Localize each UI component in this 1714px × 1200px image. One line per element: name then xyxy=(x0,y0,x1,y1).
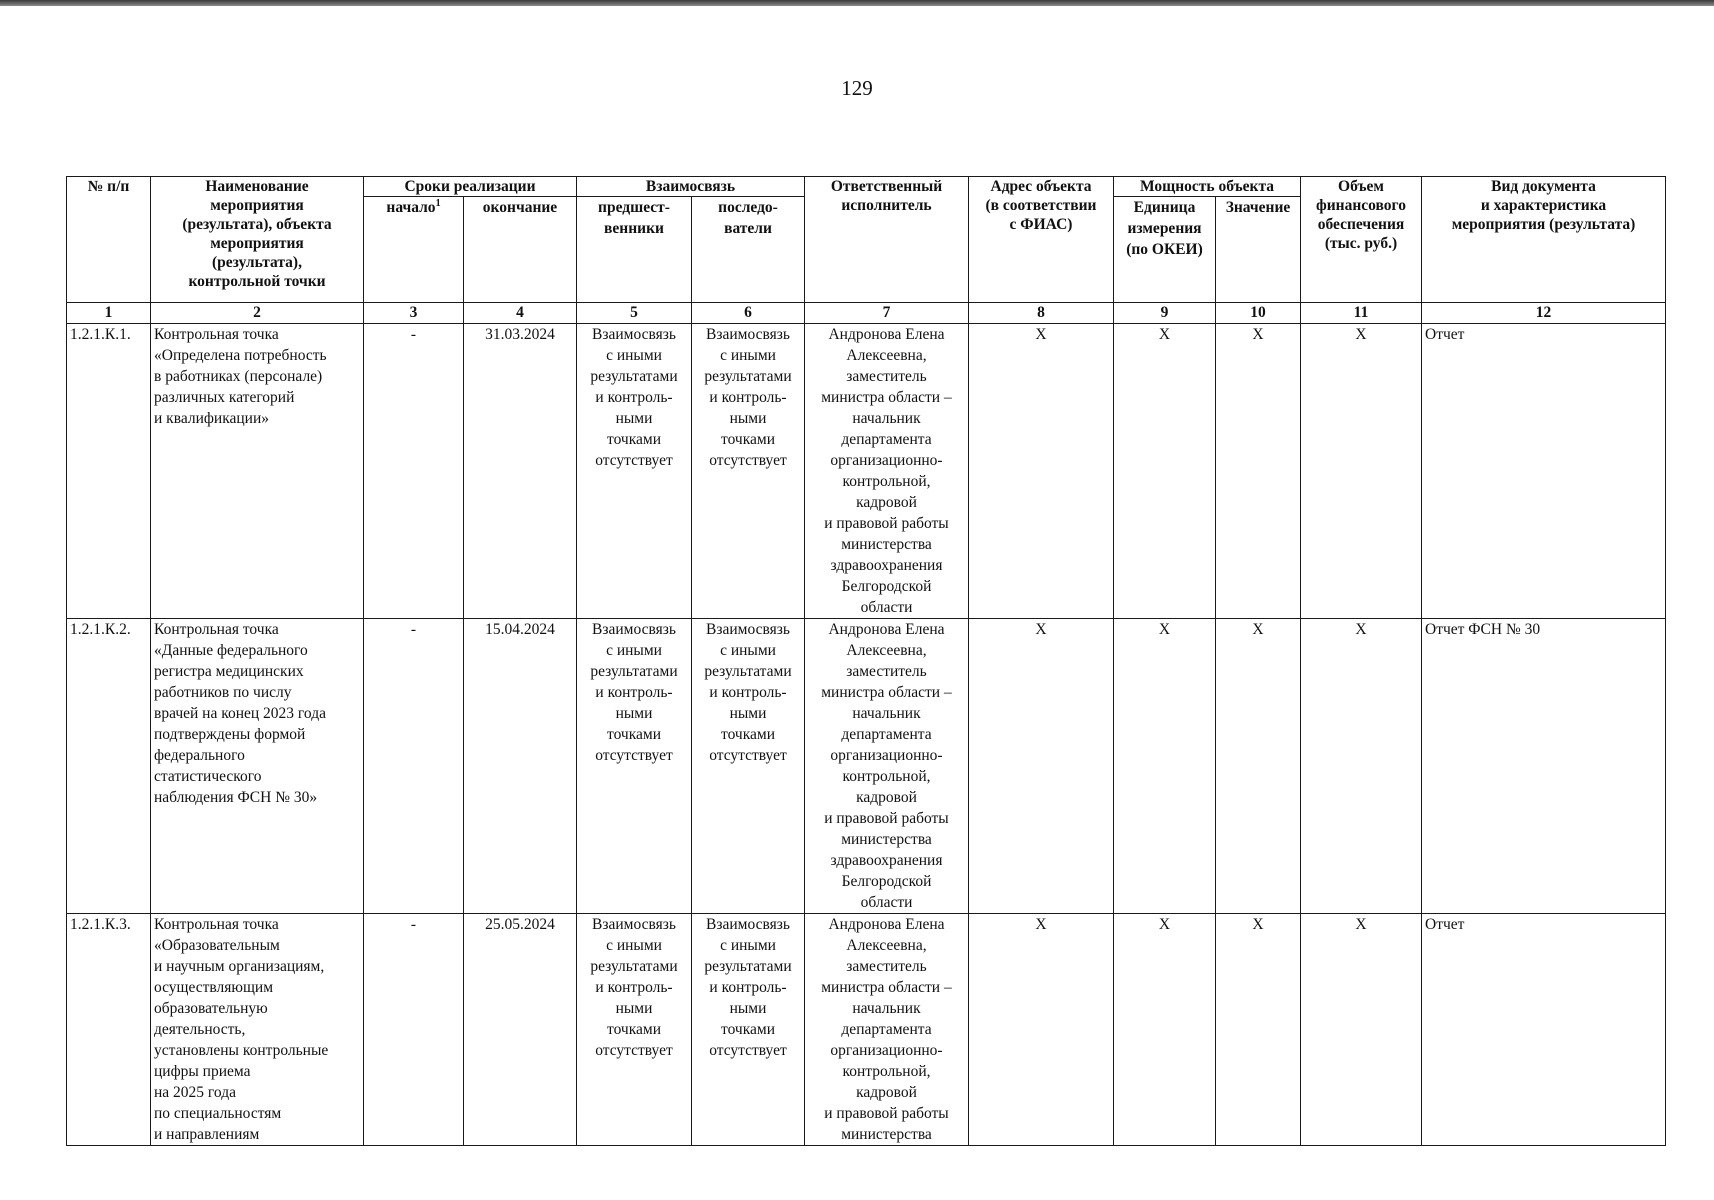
column-number: 8 xyxy=(969,303,1114,324)
column-number: 3 xyxy=(364,303,464,324)
column-number: 5 xyxy=(577,303,692,324)
column-number: 11 xyxy=(1301,303,1422,324)
row-number: 1.2.1.К.3. xyxy=(67,914,151,1146)
table-row xyxy=(67,324,1666,619)
row-start: - xyxy=(364,324,464,619)
row-finance: Х xyxy=(1301,324,1422,619)
header-unit: Единица измерения (по ОКЕИ) xyxy=(1114,197,1216,303)
row-value: Х xyxy=(1216,324,1301,619)
row-responsible: Андронова Елена Алексеевна, заместитель министра области – начальник департамента организационно- контрольной, кадровой и правовой работы министерства здравоохранения Белгородской области xyxy=(805,619,969,914)
row-start: - xyxy=(364,914,464,1146)
column-number: 7 xyxy=(805,303,969,324)
column-number: 2 xyxy=(151,303,364,324)
header-capacity-group: Мощность объекта xyxy=(1114,177,1301,197)
row-unit: Х xyxy=(1114,619,1216,914)
row-responsible: Андронова Елена Алексеевна, заместитель министра области – начальник департамента организационно- контрольной, кадровой и правовой работы министерства xyxy=(805,914,969,1146)
row-value: Х xyxy=(1216,619,1301,914)
header-num: № п/п xyxy=(67,177,151,303)
header-name: Наименование мероприятия (результата), объекта мероприятия (результата), контрольной точки xyxy=(151,177,364,303)
header-start-label: начало xyxy=(386,199,436,216)
footnote-mark: 1 xyxy=(435,197,441,209)
row-responsible: Андронова Елена Алексеевна, заместитель министра области – начальник департамента организационно- контрольной, кадровой и правовой работы министерства здравоохранения Белгородской области xyxy=(805,324,969,619)
column-number: 6 xyxy=(692,303,805,324)
header-value: Значение xyxy=(1216,197,1301,303)
row-predecessors: Взаимосвязь с иными результатами и контроль- ными точками отсутствует xyxy=(577,324,692,619)
header-address: Адрес объекта (в соответствии с ФИАС) xyxy=(969,177,1114,303)
row-name: Контрольная точка «Образовательным и научным организациям, осуществляющим образовательную деятельность, установлены контрольные цифры приема на 2025 года по специальностям и направлениям xyxy=(151,914,364,1146)
header-relations-group: Взаимосвязь xyxy=(577,177,805,197)
table-row xyxy=(67,619,1666,914)
header-doc-type: Вид документа и характеристика мероприятия (результата) xyxy=(1422,177,1666,303)
row-end: 15.04.2024 xyxy=(464,619,577,914)
row-unit: Х xyxy=(1114,914,1216,1146)
row-number: 1.2.1.К.2. xyxy=(67,619,151,914)
row-successors: Взаимосвязь с иными результатами и контроль- ными точками отсутствует xyxy=(692,619,805,914)
header-responsible: Ответственный исполнитель xyxy=(805,177,969,303)
row-predecessors: Взаимосвязь с иными результатами и контроль- ными точками отсутствует xyxy=(577,619,692,914)
implementation-plan-table xyxy=(66,176,1666,1146)
column-number: 1 xyxy=(67,303,151,324)
row-successors: Взаимосвязь с иными результатами и контроль- ными точками отсутствует xyxy=(692,914,805,1146)
row-doc-type: Отчет xyxy=(1422,914,1666,1146)
row-name: Контрольная точка «Данные федерального регистра медицинских работников по числу врачей на конец 2023 года подтверждены формой федерального статистического наблюдения ФСН № 30» xyxy=(151,619,364,914)
row-predecessors: Взаимосвязь с иными результатами и контроль- ными точками отсутствует xyxy=(577,914,692,1146)
header-successors: последо- ватели xyxy=(692,197,805,303)
row-start: - xyxy=(364,619,464,914)
column-number: 12 xyxy=(1422,303,1666,324)
row-address: Х xyxy=(969,324,1114,619)
row-number: 1.2.1.К.1. xyxy=(67,324,151,619)
row-name: Контрольная точка «Определена потребность в работниках (персонале) различных категорий и квалификации» xyxy=(151,324,364,619)
header-end: окончание xyxy=(464,197,577,303)
row-address: Х xyxy=(969,914,1114,1146)
row-end: 25.05.2024 xyxy=(464,914,577,1146)
page-number: 129 xyxy=(841,76,873,100)
header-terms-group: Сроки реализации xyxy=(364,177,577,197)
row-finance: Х xyxy=(1301,619,1422,914)
row-doc-type: Отчет xyxy=(1422,324,1666,619)
row-successors: Взаимосвязь с иными результатами и контроль- ными точками отсутствует xyxy=(692,324,805,619)
row-doc-type: Отчет ФСН № 30 xyxy=(1422,619,1666,914)
row-finance: Х xyxy=(1301,914,1422,1146)
table-row xyxy=(67,914,1666,1146)
column-number: 9 xyxy=(1114,303,1216,324)
column-number: 10 xyxy=(1216,303,1301,324)
header-finance: Объем финансового обеспечения (тыс. руб.) xyxy=(1301,177,1422,303)
row-address: Х xyxy=(969,619,1114,914)
header-start xyxy=(364,197,464,303)
column-number-row xyxy=(67,303,1666,324)
header-row-group xyxy=(67,177,1666,197)
header-predecessors: предшест- венники xyxy=(577,197,692,303)
row-unit: Х xyxy=(1114,324,1216,619)
scan-top-edge xyxy=(0,0,1714,6)
column-number: 4 xyxy=(464,303,577,324)
row-end: 31.03.2024 xyxy=(464,324,577,619)
row-value: Х xyxy=(1216,914,1301,1146)
